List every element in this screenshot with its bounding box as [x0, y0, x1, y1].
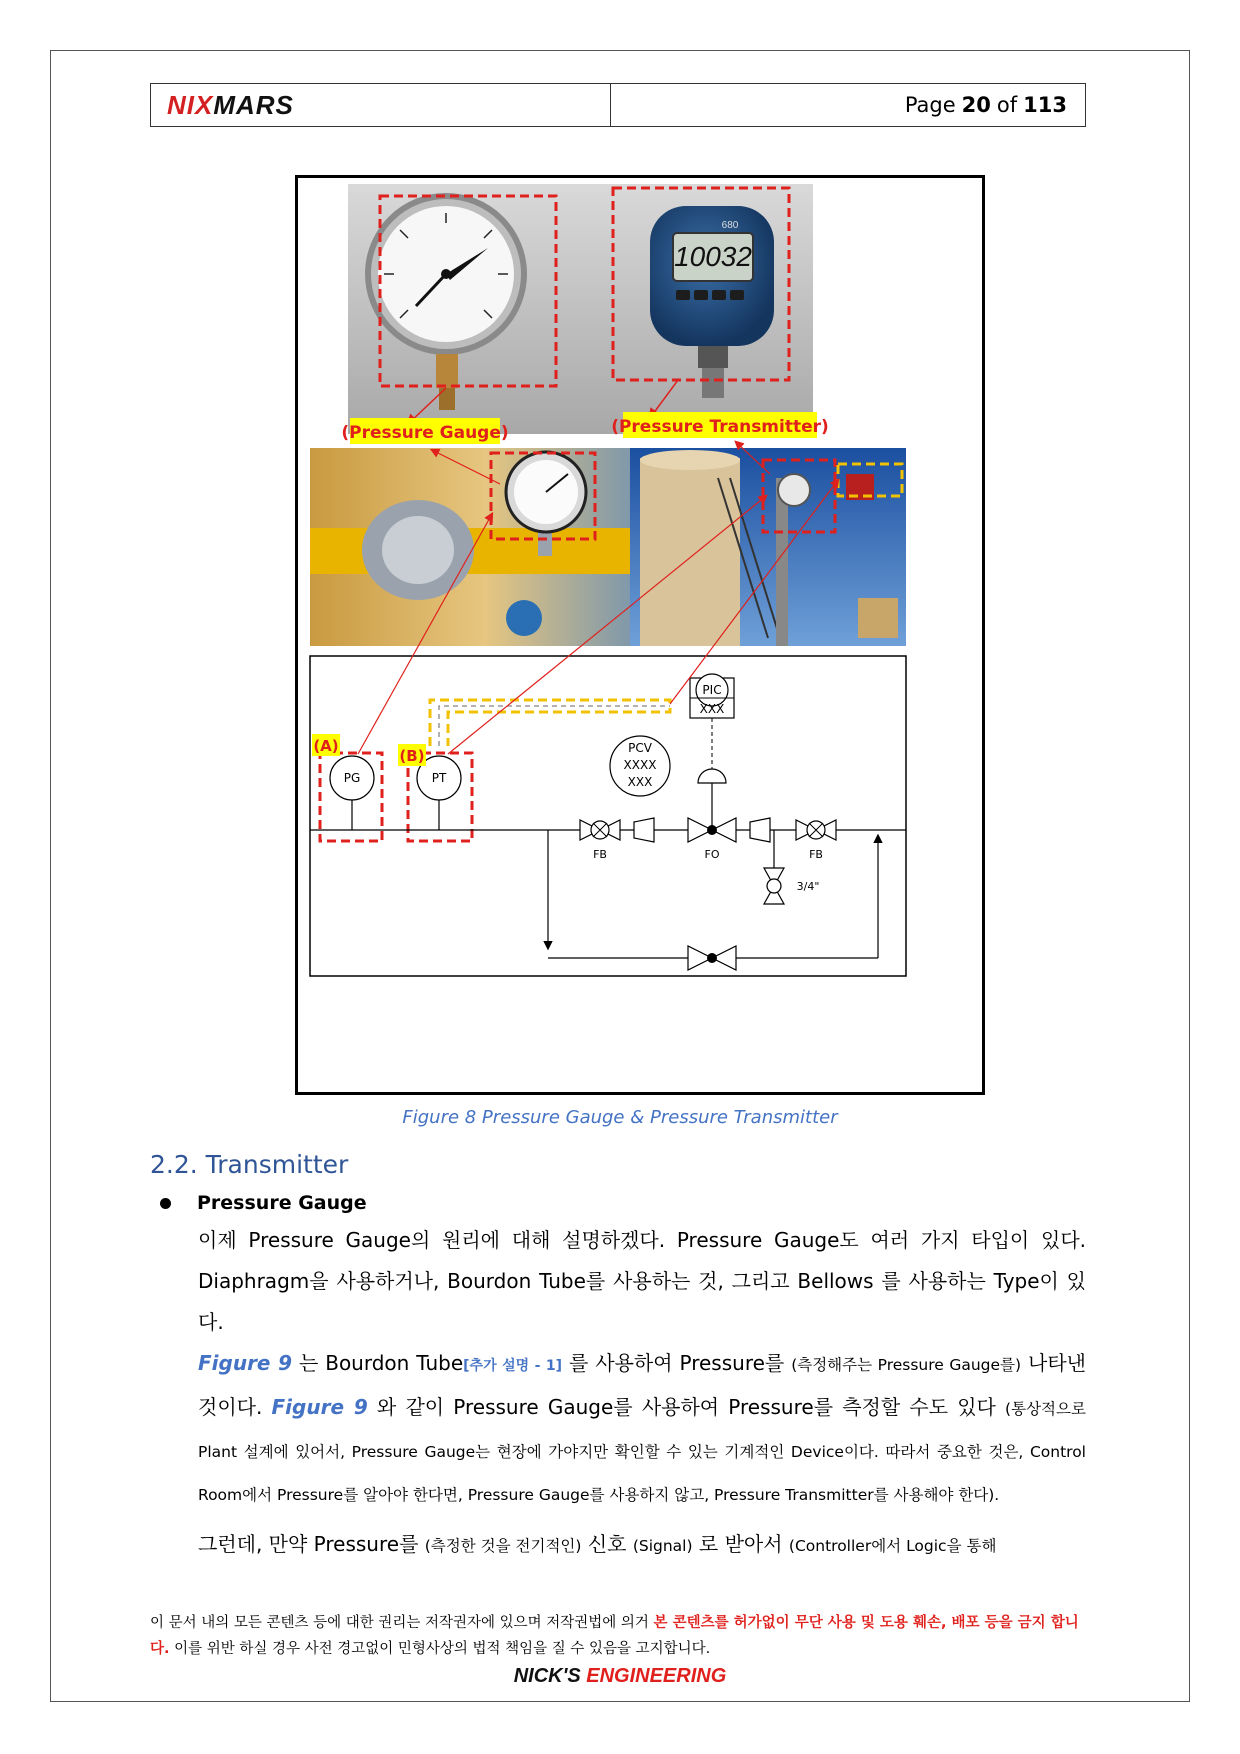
paragraph-2: Figure 9 는 Bourdon Tube[추가 설명 - 1] 를 사용하여 Pressure를 (측정해주는 Pressure Gauge를) 나타낸 것이다. Figure 9 와 같이 Pressure Gauge를 사용하여 Pressure를 측정할 수도 있다 (통상적으로 Plant 설계에 있어서, Pressure Gauge는 현장에 가야지만 확인할 수 있는 기계적인 Device이다. 따라서 중요한 것은, Control Room에서 Pressure를 알아야 한다면, Pressure Gauge를 사용하지 않고, Pressure Transmitter를 사용해야 한다).	[198, 1351, 1086, 1504]
figure-8	[295, 175, 985, 1095]
figure-caption: Figure 8 Pressure Gauge & Pressure Transmitter	[402, 1107, 838, 1128]
section-title: 2.2. Transmitter	[150, 1150, 349, 1179]
bullet-dot	[160, 1198, 171, 1209]
figure-9-link[interactable]: Figure 9	[198, 1351, 292, 1375]
paragraph-1: 이제 Pressure Gauge의 원리에 대해 설명하겠다. Pressure Gauge도 여러 가지 타입이 있다. Diaphragm을 사용하거나, Bourdon Tube를 사용하는 것, 그리고 Bellows 를 사용하는 Type이 있다.	[198, 1228, 1086, 1334]
fo-label: FO	[704, 848, 720, 861]
label-pressure-transmitter: (Pressure Transmitter)	[611, 417, 829, 437]
page-number: Page 20 of 113	[904, 93, 1067, 117]
pid-diagram	[310, 656, 906, 976]
photo-gauge-transmitter	[348, 184, 813, 434]
page-header	[150, 83, 1086, 127]
pcv-tag: PCV	[628, 741, 652, 755]
page-total: 113	[1023, 93, 1067, 117]
tag-b: (B)	[399, 747, 425, 765]
page-current: 20	[961, 93, 991, 117]
label-pressure-gauge: (Pressure Gauge)	[341, 423, 509, 443]
drain-size: 3/4"	[796, 880, 820, 893]
fb-left-label: FB	[593, 848, 607, 861]
footer-brand: NICK'S ENGINEERING	[513, 1665, 727, 1687]
pic-number: XXX	[699, 702, 725, 716]
nixmars-logo: NIXMARS	[167, 89, 294, 120]
pcv-sub: XXX	[627, 775, 653, 789]
copyright-notice: 이 문서 내의 모든 콘텐츠 등에 대한 권리는 저작권자에 있으며 저작권법에 의거 본 콘텐츠를 허가없이 무단 사용 및 도용 훼손, 배포 등을 금지 합니다. 이를 위반 하실 경우 사전 경고없이 민형사상의 법적 책임을 질 수 있음을 고지합니다.	[150, 1615, 1079, 1657]
photo-valve-gauge	[310, 448, 660, 646]
fb-right-label: FB	[809, 848, 823, 861]
tag-a: (A)	[313, 737, 339, 755]
photo-tank-transmitter	[630, 442, 906, 646]
bullet-label: Pressure Gauge	[197, 1192, 367, 1214]
pic-tag: PIC	[702, 683, 722, 697]
digital-model: 680	[721, 220, 739, 231]
pcv-number: XXXX	[623, 758, 657, 772]
extra-note-link[interactable]: [추가 설명 - 1]	[463, 1358, 563, 1374]
pg-tag: PG	[343, 771, 361, 785]
logo-cell	[151, 84, 611, 126]
figure-9-link-2[interactable]: Figure 9	[271, 1395, 368, 1419]
bullet-pressure-gauge	[160, 1192, 367, 1214]
pt-tag: PT	[431, 771, 447, 785]
paragraph-3: 그런데, 만약 Pressure를 (측정한 것을 전기적인) 신호 (Signal) 로 받아서 (Controller에서 Logic을 통해	[198, 1532, 997, 1556]
digital-reading: 10032	[674, 241, 752, 272]
